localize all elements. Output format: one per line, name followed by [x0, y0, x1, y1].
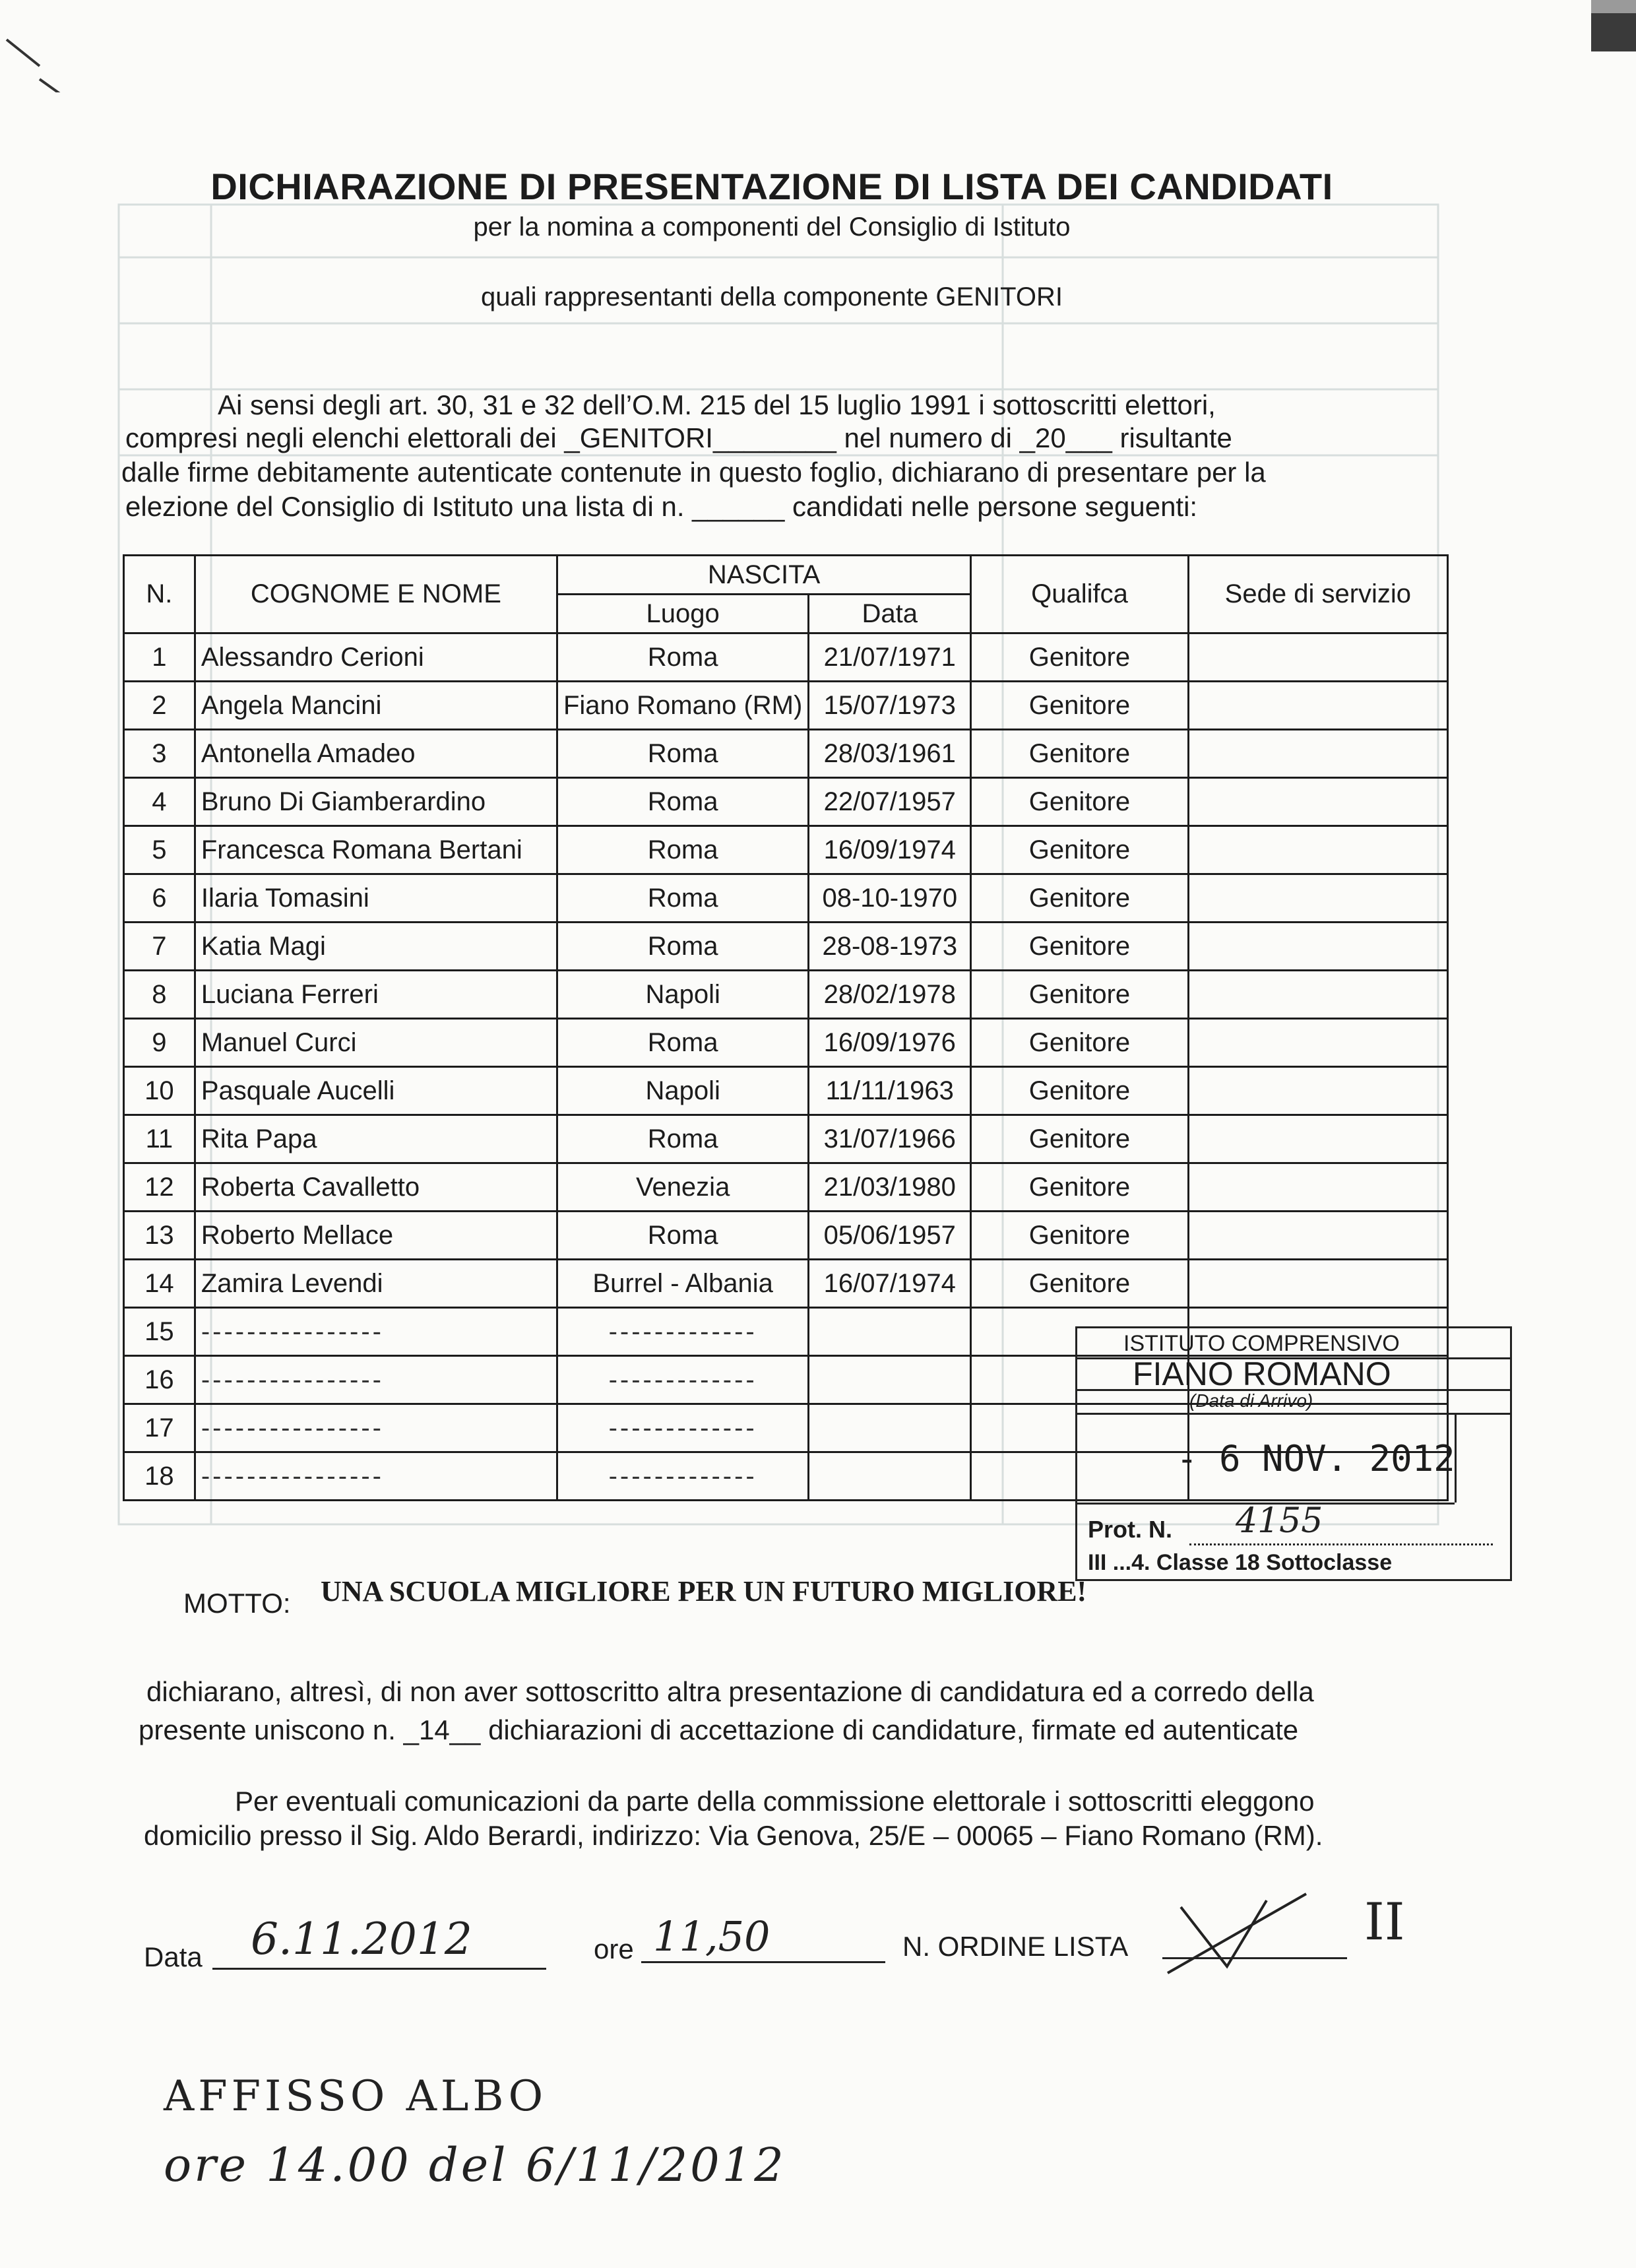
stamp-prot-label: Prot. N. — [1088, 1516, 1173, 1543]
birth-place: Roma — [557, 826, 808, 874]
candidate-name: ---------------- — [195, 1404, 557, 1452]
row-number: 7 — [124, 923, 195, 971]
candidate-name: ---------------- — [195, 1356, 557, 1404]
qualification: Genitore — [971, 874, 1189, 923]
stamp-prot-number: 4155 — [1236, 1501, 1323, 1541]
row-number: 12 — [124, 1163, 195, 1212]
candidate-name: Ilaria Tomasini — [195, 874, 557, 923]
motto-label: MOTTO: — [183, 1588, 291, 1619]
workplace — [1188, 730, 1447, 778]
intro-line-1: Ai sensi degli art. 30, 31 e 32 dell’O.M. 215 del 15 luglio 1991 i sottoscritti elettori, — [218, 389, 1216, 420]
row-number: 1 — [124, 633, 195, 682]
candidate-name: ---------------- — [195, 1308, 557, 1356]
table-row — [124, 1019, 1448, 1067]
stamp-classification: III ...4. Classe 18 Sottoclasse — [1088, 1550, 1393, 1575]
birth-date — [809, 1356, 971, 1404]
workplace — [1188, 778, 1447, 826]
document-title: DICHIARAZIONE DI PRESENTAZIONE DI LISTA DEI CANDIDATI — [210, 166, 1333, 207]
table-row — [124, 971, 1448, 1019]
declaration-line-1: dichiarano, altresì, di non aver sottoscritto altra presentazione di candidatura ed a corredo della — [146, 1676, 1314, 1707]
birth-place: Roma — [557, 1212, 808, 1260]
list-order-value: II — [1364, 1893, 1405, 1952]
workplace — [1188, 1260, 1447, 1308]
workplace — [1188, 633, 1447, 682]
handwritten-posting-note: AFFISSO ALBO — [164, 2072, 548, 2121]
table-row — [124, 1212, 1448, 1260]
birth-date: 08-10-1970 — [809, 874, 971, 923]
qualification: Genitore — [971, 971, 1189, 1019]
birth-place: Roma — [557, 923, 808, 971]
birth-place: Roma — [557, 874, 808, 923]
birth-date: 16/09/1974 — [809, 826, 971, 874]
birth-date — [809, 1452, 971, 1501]
birth-date: 05/06/1957 — [809, 1212, 971, 1260]
table-row — [124, 633, 1448, 682]
workplace — [1188, 1212, 1447, 1260]
protocol-stamp — [1075, 1326, 1512, 1581]
qualification: Genitore — [971, 1115, 1189, 1163]
header-luogo: Luogo — [557, 595, 808, 633]
header-sede: Sede di servizio — [1188, 556, 1447, 633]
motto-text: UNA SCUOLA MIGLIORE PER UN FUTURO MIGLIORE! — [321, 1575, 1087, 1607]
intro-line-3: dalle firme debitamente autenticate contenute in questo foglio, dichiarano di presentare per la — [121, 457, 1266, 488]
document-subtitle: per la nomina a componenti del Consiglio di Istituto — [473, 212, 1071, 242]
birth-date: 28/02/1978 — [809, 971, 971, 1019]
birth-place: Roma — [557, 633, 808, 682]
candidate-name: Alessandro Cerioni — [195, 633, 557, 682]
qualification: Genitore — [971, 923, 1189, 971]
candidate-name: Roberto Mellace — [195, 1212, 557, 1260]
time-value: 11,50 — [653, 1912, 771, 1960]
qualification: Genitore — [971, 1212, 1189, 1260]
qualification: Genitore — [971, 682, 1189, 730]
row-number: 16 — [124, 1356, 195, 1404]
birth-date — [809, 1404, 971, 1452]
table-row — [124, 1067, 1448, 1115]
candidate-name: Roberta Cavalletto — [195, 1163, 557, 1212]
birth-date: 28-08-1973 — [809, 923, 971, 971]
birth-date: 21/03/1980 — [809, 1163, 971, 1212]
workplace — [1188, 1019, 1447, 1067]
list-order-label: N. ORDINE LISTA — [902, 1931, 1129, 1962]
candidate-name: Katia Magi — [195, 923, 557, 971]
row-number: 15 — [124, 1308, 195, 1356]
header-name: COGNOME E NOME — [195, 556, 557, 633]
scan-corner-mark — [0, 26, 92, 92]
birth-date: 15/07/1973 — [809, 682, 971, 730]
row-number: 4 — [124, 778, 195, 826]
header-qualifica: Qualifca — [971, 556, 1189, 633]
qualification: Genitore — [971, 1019, 1189, 1067]
workplace — [1188, 1115, 1447, 1163]
birth-place: ------------- — [557, 1356, 808, 1404]
stamp-institution: ISTITUTO COMPRENSIVO — [1123, 1331, 1400, 1356]
qualification: Genitore — [971, 1260, 1189, 1308]
qualification: Genitore — [971, 1067, 1189, 1115]
scan-edge-mark-light — [1591, 0, 1636, 13]
table-row — [124, 1260, 1448, 1308]
declaration-line-2: presente uniscono n. _14__ dichiarazioni di accettazione di candidature, firmate ed autenticate — [139, 1714, 1299, 1745]
birth-date: 31/07/1966 — [809, 1115, 971, 1163]
time-label: ore — [594, 1933, 634, 1964]
qualification: Genitore — [971, 826, 1189, 874]
table-row — [124, 730, 1448, 778]
declaration-line-4: domicilio presso il Sig. Aldo Berardi, indirizzo: Via Genova, 25/E – 00065 – Fiano Romano (RM). — [144, 1820, 1323, 1851]
row-number: 8 — [124, 971, 195, 1019]
birth-place: Roma — [557, 1115, 808, 1163]
birth-date: 21/07/1971 — [809, 633, 971, 682]
workplace — [1188, 971, 1447, 1019]
candidate-name: Pasquale Aucelli — [195, 1067, 557, 1115]
handwritten-posting-time: ore 14.00 del 6/11/2012 — [164, 2138, 786, 2192]
row-number: 5 — [124, 826, 195, 874]
row-number: 6 — [124, 874, 195, 923]
qualification: Genitore — [971, 1163, 1189, 1212]
qualification: Genitore — [971, 730, 1189, 778]
birth-place: Venezia — [557, 1163, 808, 1212]
candidate-name: ---------------- — [195, 1452, 557, 1501]
header-data: Data — [809, 595, 971, 633]
row-number: 9 — [124, 1019, 195, 1067]
birth-place: Napoli — [557, 971, 808, 1019]
header-n: N. — [124, 556, 195, 633]
qualification: Genitore — [971, 778, 1189, 826]
row-number: 18 — [124, 1452, 195, 1501]
workplace — [1188, 923, 1447, 971]
row-number: 13 — [124, 1212, 195, 1260]
birth-place: Roma — [557, 730, 808, 778]
declaration-line-3: Per eventuali comunicazioni da parte della commissione elettorale i sottoscritti eleggono — [235, 1786, 1315, 1817]
birth-place: ------------- — [557, 1452, 808, 1501]
candidate-name: Angela Mancini — [195, 682, 557, 730]
birth-date: 28/03/1961 — [809, 730, 971, 778]
workplace — [1188, 874, 1447, 923]
row-number: 2 — [124, 682, 195, 730]
list-order-crossed-mark — [1154, 1887, 1313, 1980]
date-label: Data — [144, 1941, 203, 1972]
birth-date: 22/07/1957 — [809, 778, 971, 826]
table-row — [124, 1115, 1448, 1163]
stamp-arrival-label: (Data di Arrivo) — [1189, 1390, 1313, 1411]
candidate-name: Luciana Ferreri — [195, 971, 557, 1019]
birth-date: 16/09/1976 — [809, 1019, 971, 1067]
stamp-town: FIANO ROMANO — [1133, 1355, 1391, 1392]
table-row — [124, 923, 1448, 971]
birth-place: ------------- — [557, 1308, 808, 1356]
table-row — [124, 682, 1448, 730]
row-number: 11 — [124, 1115, 195, 1163]
candidate-name: Antonella Amadeo — [195, 730, 557, 778]
workplace — [1188, 1067, 1447, 1115]
birth-date — [809, 1308, 971, 1356]
stamp-arrival-date: - 6 NOV. 2012 — [1176, 1438, 1455, 1479]
birth-place: ------------- — [557, 1404, 808, 1452]
table-row — [124, 778, 1448, 826]
candidate-name: Francesca Romana Bertani — [195, 826, 557, 874]
birth-place: Fiano Romano (RM) — [557, 682, 808, 730]
candidate-name: Bruno Di Giamberardino — [195, 778, 557, 826]
birth-place: Burrel - Albania — [557, 1260, 808, 1308]
candidate-name: Manuel Curci — [195, 1019, 557, 1067]
workplace — [1188, 682, 1447, 730]
candidate-name: Zamira Levendi — [195, 1260, 557, 1308]
header-nascita: NASCITA — [557, 556, 970, 595]
birth-date: 16/07/1974 — [809, 1260, 971, 1308]
table-row — [124, 874, 1448, 923]
candidate-name: Rita Papa — [195, 1115, 557, 1163]
intro-line-2: compresi negli elenchi elettorali dei _GENITORI________ nel numero di _20___ risultante — [125, 422, 1232, 453]
birth-place: Roma — [557, 1019, 808, 1067]
workplace — [1188, 1163, 1447, 1212]
birth-place: Napoli — [557, 1067, 808, 1115]
row-number: 10 — [124, 1067, 195, 1115]
intro-line-4: elezione del Consiglio di Istituto una lista di n. ______ candidati nelle persone seguenti: — [125, 491, 1198, 522]
workplace — [1188, 826, 1447, 874]
table-row — [124, 1163, 1448, 1212]
document-component: quali rappresentanti della componente GENITORI — [481, 282, 1063, 311]
birth-place: Roma — [557, 778, 808, 826]
birth-date: 11/11/1963 — [809, 1067, 971, 1115]
qualification: Genitore — [971, 633, 1189, 682]
row-number: 17 — [124, 1404, 195, 1452]
row-number: 3 — [124, 730, 195, 778]
row-number: 14 — [124, 1260, 195, 1308]
date-value: 6.11.2012 — [251, 1914, 472, 1964]
table-row — [124, 826, 1448, 874]
